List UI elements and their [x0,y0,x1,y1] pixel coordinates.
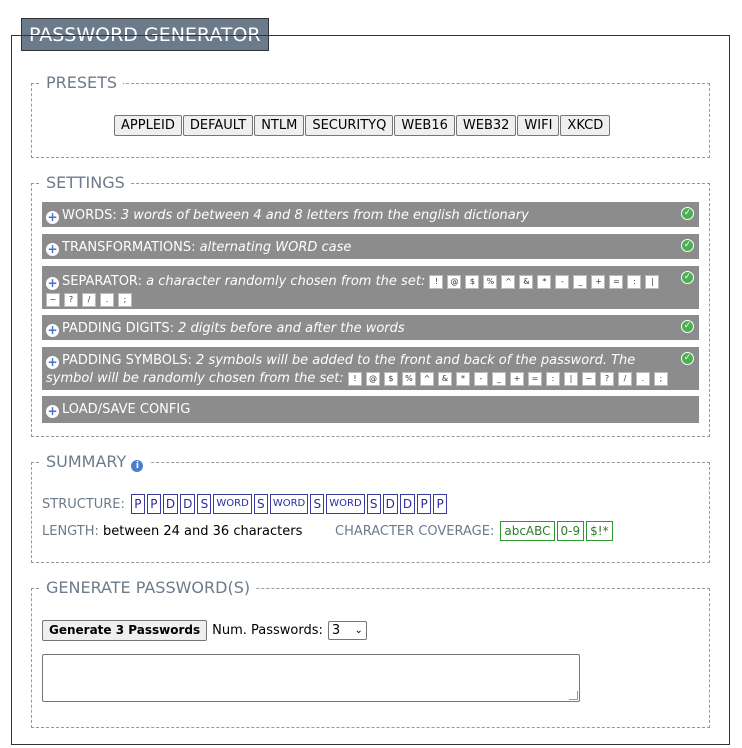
char-chip: ^ [501,275,515,289]
summary-legend [40,453,149,472]
char-chip: _ [573,275,587,289]
coverage-row [335,521,615,541]
structure-token: WORD [270,494,308,514]
settings-load-save-row[interactable] [42,396,699,423]
app-title: PASSWORD GENERATOR [21,18,269,51]
settings-padding-symbols-row[interactable] [42,347,699,390]
expand-plus-icon[interactable]: + [47,210,58,224]
coverage-label: CHARACTER COVERAGE: [335,523,495,539]
structure-token: D [163,494,178,514]
char-chip: ~ [46,293,60,307]
check-icon: ✓ [681,271,694,284]
padding-symbols-label: PADDING SYMBOLS: [62,353,192,368]
preset-web32-button[interactable]: WEB32 [456,115,517,136]
check-icon: ✓ [681,207,694,220]
char-chip: @ [447,275,461,289]
resize-handle-icon[interactable] [569,691,578,700]
char-chip: @ [366,372,380,386]
expand-plus-icon[interactable]: + [47,323,58,337]
structure-token: D [400,494,415,514]
char-chip: $ [384,372,398,386]
length-row [42,524,302,539]
char-chip: ? [600,372,614,386]
structure-token: WORD [213,494,251,514]
char-chip: ! [429,275,443,289]
structure-token: P [131,494,145,514]
words-desc: 3 words of between 4 and 8 letters from the english dictionary [120,208,529,223]
padding-symbols-desc: 2 symbols will be added to the front and back of the password. The symbol will be randomly chosen from the set: [46,353,636,386]
coverage-badge: $!* [586,521,612,541]
char-chip: * [537,275,551,289]
expand-plus-icon[interactable]: + [47,355,58,369]
char-chip: ; [118,293,132,307]
words-label: WORDS: [62,208,117,223]
char-chip: & [519,275,533,289]
padding-digits-label: PADDING DIGITS: [62,321,175,336]
separator-desc: a character randomly chosen from the set: [146,274,426,289]
char-chip: ; [654,372,668,386]
char-chip: ^ [420,372,434,386]
structure-label: STRUCTURE: [42,496,125,512]
padding-digits-desc: 2 digits before and after the words [178,321,405,336]
settings-words-row[interactable] [42,202,699,227]
chevron-down-icon: ⌄ [354,625,363,636]
load-save-label: LOAD/SAVE CONFIG [62,402,191,417]
structure-token: S [254,494,268,514]
check-icon: ✓ [681,320,694,333]
generate-legend: GENERATE PASSWORD(S) [46,578,251,597]
length-value: between 24 and 36 characters [103,524,303,539]
char-chip: : [627,275,641,289]
separator-label: SEPARATOR: [62,274,142,289]
structure-token: P [147,494,161,514]
char-chip: - [555,275,569,289]
check-icon: ✓ [681,239,694,252]
coverage-badge: abcABC [500,521,554,541]
settings-padding-digits-row[interactable] [42,315,699,340]
char-chip: _ [492,372,506,386]
structure-token: D [383,494,398,514]
generate-button[interactable]: Generate 3 Passwords [42,620,207,641]
structure-token: P [417,494,431,514]
preset-buttons [114,115,610,136]
char-chip: % [483,275,497,289]
char-chip: & [438,372,452,386]
info-icon[interactable]: i [131,460,143,472]
structure-token: WORD [326,494,364,514]
padding-symbols-charset [348,371,672,386]
char-chip: % [402,372,416,386]
char-chip: = [609,275,623,289]
char-chip: . [636,372,650,386]
structure-token: S [367,494,381,514]
num-passwords-value: 3 [331,623,341,638]
passwords-output-textarea[interactable] [42,654,580,702]
preset-wifi-button[interactable]: WIFI [517,115,559,136]
check-icon: ✓ [681,352,694,365]
structure-token: S [310,494,324,514]
char-chip: / [618,372,632,386]
settings-separator-row[interactable] [42,266,699,309]
char-chip: - [474,372,488,386]
char-chip: + [510,372,524,386]
char-chip: = [528,372,542,386]
char-chip: | [564,372,578,386]
char-chip: / [82,293,96,307]
length-label: LENGTH: [42,524,99,539]
char-chip: $ [465,275,479,289]
preset-default-button[interactable]: DEFAULT [183,115,253,136]
structure-token: D [180,494,195,514]
transformations-desc: alternating WORD case [199,240,352,255]
expand-plus-icon[interactable]: + [47,242,58,256]
char-chip: : [546,372,560,386]
preset-xkcd-button[interactable]: XKCD [560,115,610,136]
summary-legend-text: SUMMARY [46,452,127,471]
preset-securityq-button[interactable]: SECURITYQ [305,115,393,136]
generate-controls [42,620,367,641]
char-chip: ? [64,293,78,307]
coverage-badge: 0-9 [557,521,585,541]
transformations-label: TRANSFORMATIONS: [62,240,196,255]
preset-web16-button[interactable]: WEB16 [394,115,455,136]
structure-token: P [433,494,447,514]
num-passwords-select[interactable] [328,621,367,640]
settings-legend: SETTINGS [46,173,125,192]
preset-appleid-button[interactable]: APPLEID [114,115,182,136]
char-chip: ! [348,372,362,386]
char-chip: + [591,275,605,289]
presets-legend: PRESETS [46,73,118,92]
char-chip: * [456,372,470,386]
num-passwords-label: Num. Passwords: [212,623,323,638]
structure-row [42,494,449,514]
preset-ntlm-button[interactable]: NTLM [254,115,304,136]
char-chip: ~ [582,372,596,386]
settings-transformations-row[interactable] [42,234,699,259]
char-chip: | [645,275,659,289]
expand-plus-icon[interactable]: + [47,276,58,290]
char-chip: . [100,293,114,307]
expand-plus-icon[interactable]: + [47,404,58,418]
structure-token: S [197,494,211,514]
